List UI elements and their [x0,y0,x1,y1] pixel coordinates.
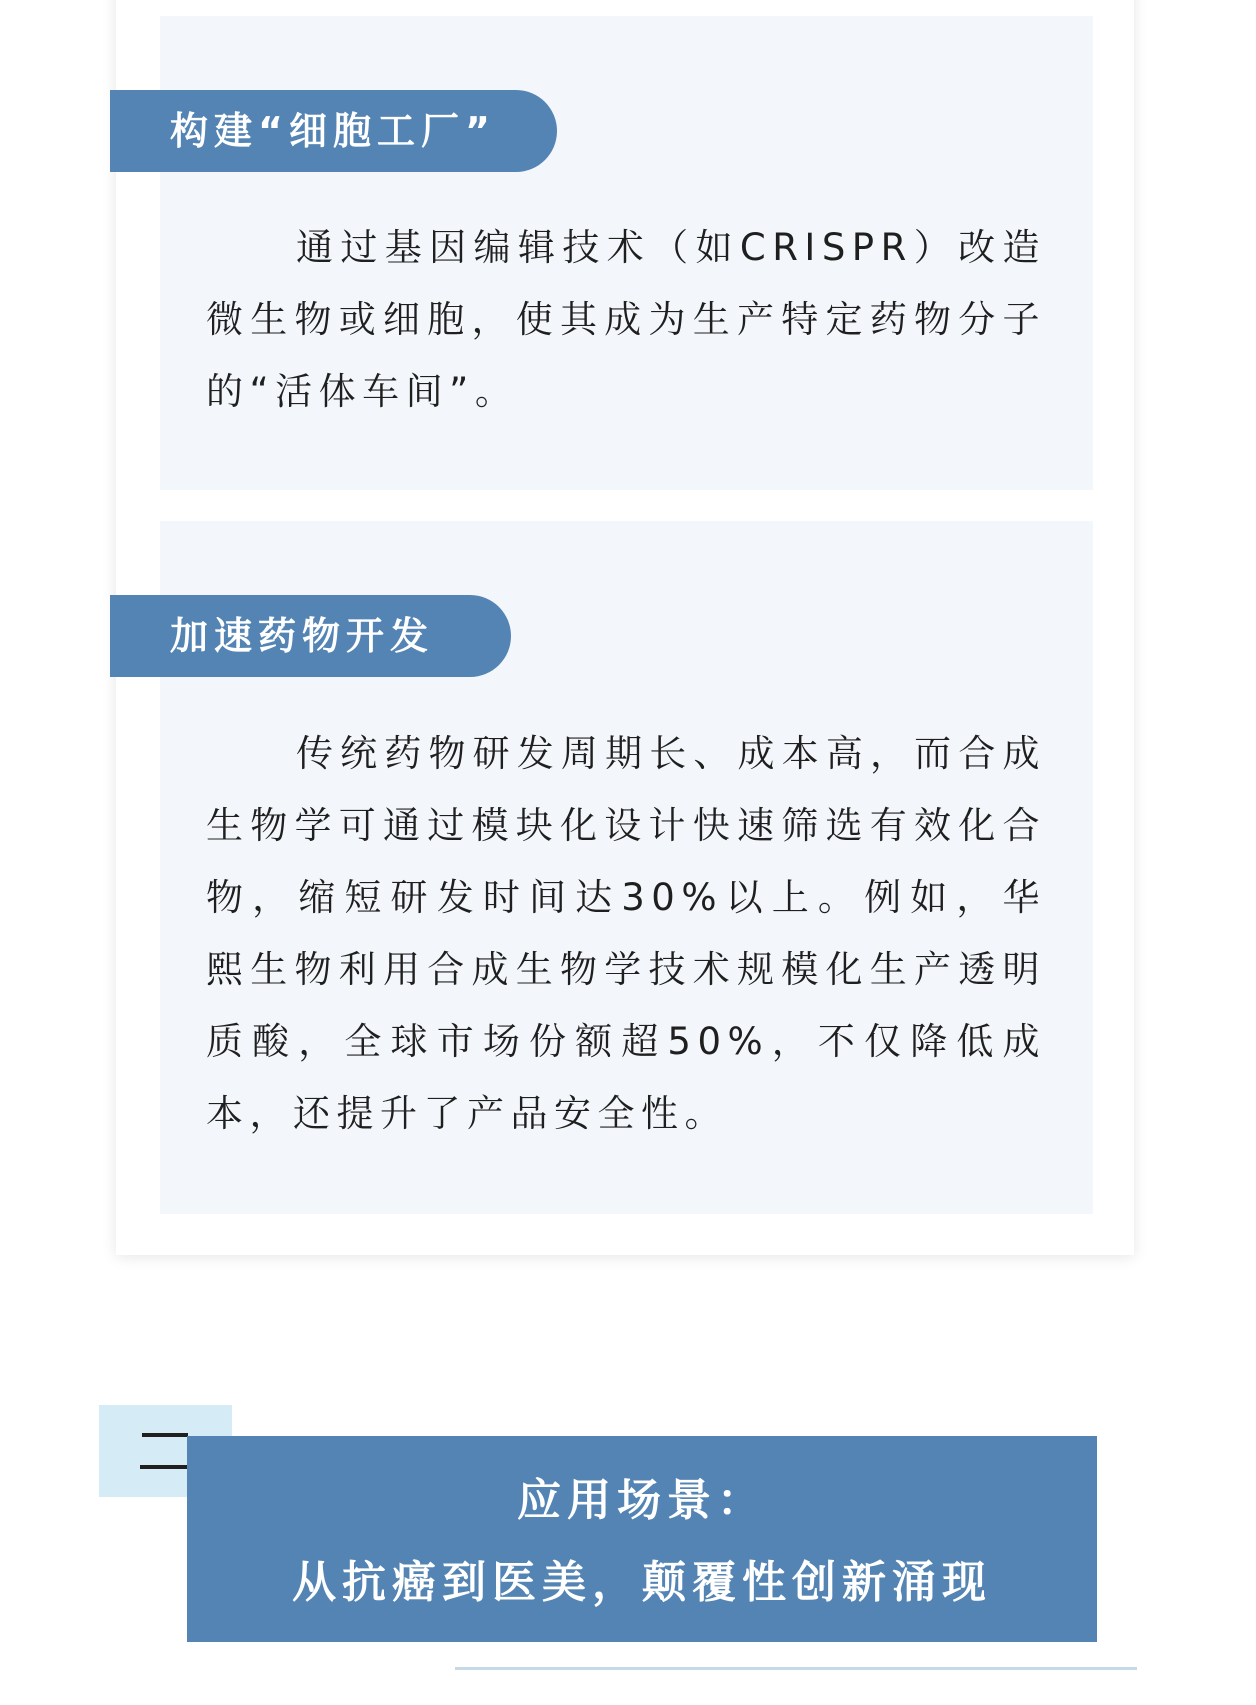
chapter-title-line2: 从抗癌到医美，颠覆性创新涌现 [292,1557,992,1608]
chapter-title-box [187,1436,1097,1642]
chapter-number-two-mark [140,1429,192,1473]
bottom-divider [455,1667,1137,1670]
section-paragraph-cell-factory: 通过基因编辑技术（如CRISPR）改造微生物或细胞，使其成为生产特定药物分子的“活体车间”。 [206,226,1046,413]
section-tag-cell-factory: 构建“细胞工厂” [110,90,557,172]
section-paragraph-drug-development: 传统药物研发周期长、成本高，而合成生物学可通过模块化设计快速筛选有效化合物，缩短研发时间达30%以上。例如，华熙生物利用合成生物学技术规模化生产透明质酸，全球市场份额超50%，不仅降低成本，还提升了产品安全性。 [206,732,1046,1135]
chapter-title-line1: 应用场景： [517,1475,767,1526]
section-tag-drug-development: 加速药物开发 [110,595,511,677]
